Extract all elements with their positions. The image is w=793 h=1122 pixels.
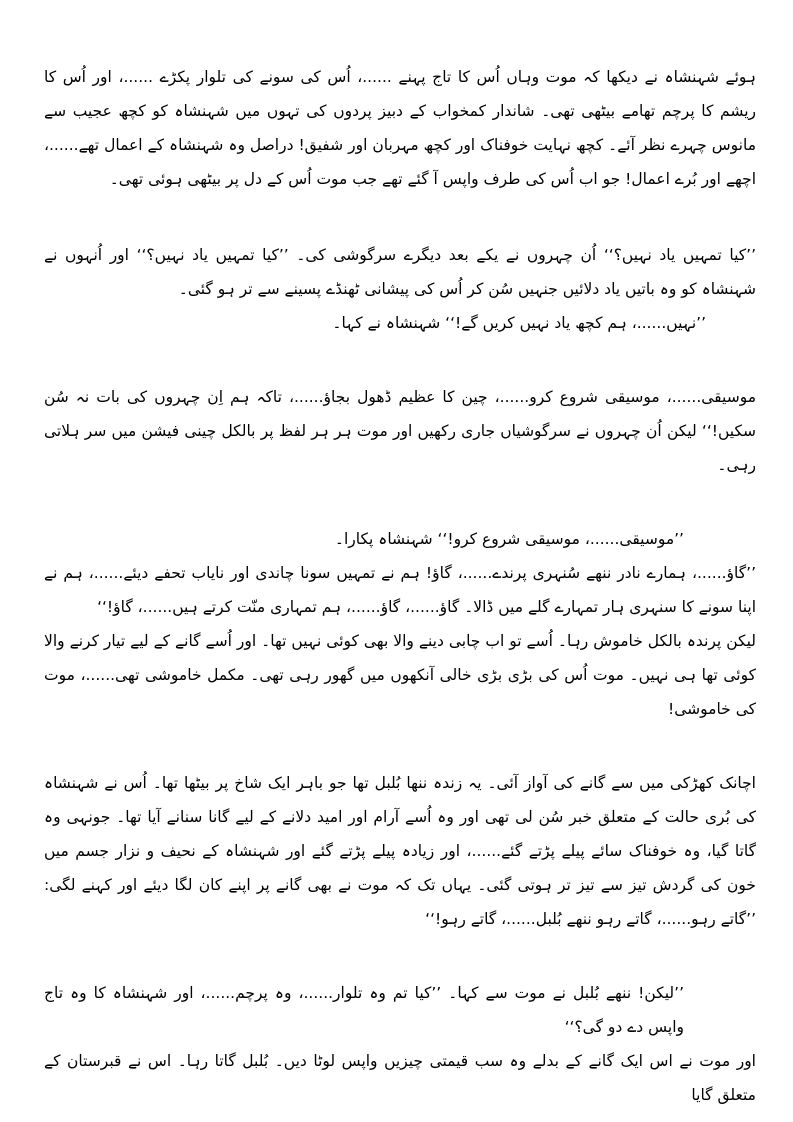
paragraph-1: ہوئے شہنشاہ نے دیکھا کہ موت وہاں اُس کا تاج پہنے ......، اُس کی سونے کی تلوار پکڑے ......، اور اُس کا ریشم کا پرچم تھامے بیٹھی تھی۔ شاندار کمخواب کے دبیز پردوں کی تہوں میں شہنشاہ کو کچھ عجیب سے مانوس چہرے نظر آئے۔ کچھ نہایت خوفناک اور کچھ مہربان اور شفیق! دراصل وہ شہنشاہ کے اعمال تھے......، اچھے اور بُرے اعمال! جو اب اُس کی طرف واپس آ گئے تھے جب موت اُس کے دل پر بیٹھی ہوئی تھی۔ (44, 68, 756, 188)
paragraph-5: ’’موسیقی......، موسیقی شروع کرو!‘‘ شہنشاہ پکارا۔ (334, 530, 684, 548)
paragraph-8: اچانک کھڑکی میں سے گانے کی آواز آئی۔ یہ زندہ ننھا بُلبل تھا جو باہر ایک شاخ پر بیٹھا تھا۔ اُس نے شہنشاہ کی بُری حالت کے متعلق خبر سُن لی تھی اور وہ اُسے آرام اور امید دلانے کے لیے گانا سنانے آیا تھا۔ جونہی وہ گاتا گیا، وہ خوفناک سائے پیلے پڑتے گئے......، اور زیادہ پیلے پڑتے گئے اور شہنشاہ کے نحیف و نزار جسم میں خون کی گردش تیز سے تیز تر ہوتی گئی۔ یہاں تک کہ موت نے بھی گانے پر اپنے کان لگا دیئے اور کہنے لگی: ’’گاتے رہو......، گاتے رہو ننھے بُلبل......، گاتے رہو!‘‘ (44, 774, 756, 928)
paragraph-9: ’’لیکن! ننھے بُلبل نے موت سے کہا۔ ’’کیا تم وہ تلوار......، وہ پرچم......، اور شہنشاہ کا وہ تاج واپس دے دو گی؟‘‘ (44, 984, 684, 1036)
paragraph-2: ’’کیا تمہیں یاد نہیں؟‘‘ اُن چہروں نے یکے بعد دیگرے سرگوشی کی۔ ’’کیا تمہیں یاد نہیں؟‘‘ اور اُنہوں نے شہنشاہ کو وہ باتیں یاد دلائیں جنہیں سُن کر اُس کی پیشانی ٹھنڈے پسینے سے تر ہو گئی۔ (44, 246, 756, 298)
document-page (44, 60, 756, 1112)
paragraph-10: اور موت نے اس ایک گانے کے بدلے وہ سب قیمتی چیزیں واپس لوٹا دیں۔ بُلبل گاتا رہا۔ اس نے قبرستان کے متعلق گایا (44, 1052, 756, 1104)
paragraph-4: موسیقی......، موسیقی شروع کرو......، چین کا عظیم ڈھول بجاؤ......، تاکہ ہم اِن چہروں کی بات نہ سُن سکیں!‘‘ لیکن اُن چہروں نے سرگوشیاں جاری رکھیں اور موت ہر ہر لفظ پر بالکل چینی فیشن میں سر ہلاتی رہی۔ (44, 388, 756, 474)
paragraph-6: ’’گاؤ......، ہمارے نادر ننھے سُنہری پرندے......، گاؤ! ہم نے تمہیں سونا چاندی اور نایاب تحفے دیئے......، ہم نے اپنا سونے کا سنہری ہار تمہارے گلے میں ڈالا۔ گاؤ......، گاؤ......، ہم تمہاری منّت کرتے ہیں......، گاؤ!‘‘ (44, 564, 756, 616)
paragraph-7: لیکن پرندہ بالکل خاموش رہا۔ اُسے تو اب چابی دینے والا بھی کوئی نہیں تھا۔ اور اُسے گانے کے لیے تیار کرنے والا کوئی تھا ہی نہیں۔ موت اُس کی بڑی بڑی خالی آنکھوں میں گھور رہی تھی۔ مکمل خاموشی تھی......، موت کی خاموشی! (44, 632, 756, 718)
paragraph-3: ’’نہیں......، ہم کچھ یاد نہیں کریں گے!‘‘ شہنشاہ نے کہا۔ (332, 314, 706, 332)
